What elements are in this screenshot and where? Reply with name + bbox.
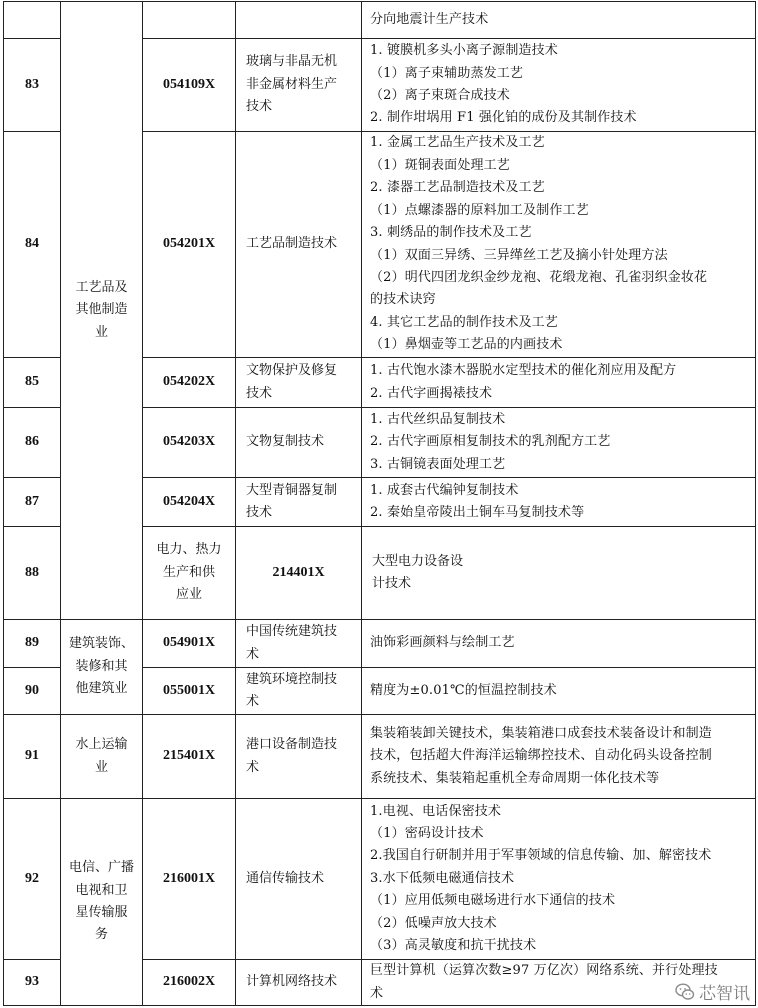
tech-description: 分向地震计生产技术 [362, 2, 756, 39]
row-number: 88 [4, 527, 61, 620]
table-row [4, 2, 756, 39]
row-number: 86 [4, 408, 61, 478]
tech-name: 港口设备制造技 术 [236, 715, 362, 799]
tech-name: 大型电力设备设 计技术 [362, 527, 756, 620]
tech-description: 集装箱装卸关键技术，集装箱港口成套技术装备设计和制造 技术，包括超大件海洋运输绑控技术、自动化码头设备控制 系统技术、集装箱起重机全寿命周期一体化技术等 [362, 715, 756, 799]
row-number: 91 [4, 715, 61, 799]
tech-name: 工艺品制造技术 [236, 132, 362, 358]
tech-name: 大型青铜器复制 技术 [236, 478, 362, 527]
tech-name: 文物保护及修复 技术 [236, 358, 362, 408]
category-cell: 水上运输 业 [61, 715, 143, 799]
tech-description: 油饰彩画颜料与绘制工艺 [362, 620, 756, 668]
tech-code: 055001X [143, 668, 236, 715]
tech-code: 216001X [143, 799, 236, 960]
watermark-text: 芯智讯 [699, 984, 750, 1004]
tech-description: 精度为±0.01℃的恒温控制技术 [362, 668, 756, 715]
tech-code: 215401X [143, 715, 236, 799]
tech-description: 1. 古代丝织品复制技术 2. 古代字画原相复制技术的乳剂配方工艺 3. 古铜镜表面处理工艺 [362, 408, 756, 478]
row-number: 84 [4, 132, 61, 358]
tech-code: 216002X [143, 960, 236, 1006]
tech-description: 1. 古代饱水漆木器脱水定型技术的催化剂应用及配方 2. 古代字画揭裱技术 [362, 358, 756, 408]
row-number: 90 [4, 668, 61, 715]
restricted-technology-table [3, 1, 756, 1006]
wechat-icon [675, 982, 695, 1002]
tech-code: 054901X [143, 620, 236, 668]
table-row [4, 620, 756, 668]
category-cell: 工艺品及 其他制造 业 [61, 2, 143, 620]
tech-name: 中国传统建筑技 术 [236, 620, 362, 668]
tech-name: 文物复制技术 [236, 408, 362, 478]
tech-description: 1. 镀膜机多头小离子源制造技术 （1）离子束辅助蒸发工艺 （2）离子束斑合成技术 2. 制作坩埚用 F1 强化铂的成份及其制作技术 [362, 39, 756, 132]
tech-code: 054201X [143, 132, 236, 358]
table-row [4, 715, 756, 799]
category-cell: 电力、热力 生产和供 应业 [143, 527, 236, 620]
tech-description: 1.电视、电话保密技术 （1）密码设计技术 2.我国自行研制并用于军事领域的信息传输、加、解密技术 3.水下低频电磁通信技术 （1）应用低频电磁场进行水下通信的技术 （2）低噪声放大技术 （3）高灵敏度和抗干扰技术 [362, 799, 756, 960]
tech-code: 214401X [236, 527, 362, 620]
tech-name: 计算机网络技术 [236, 960, 362, 1006]
tech-description: 1. 金属工艺品生产技术及工艺 （1）斑铜表面处理工艺 2. 漆器工艺品制造技术及工艺 （1）点螺漆器的原料加工及制作工艺 3. 刺绣品的制作技术及工艺 （1）双面三异绣、三异缂丝工艺及摘小针处理方法 （2）明代四团龙织金纱龙袍、花缎龙袍、孔雀羽织金妆花 的技术诀窍 4. 其它工艺品的制作技术及工艺 （1）鼻烟壶等工艺品的内画技术 [362, 132, 756, 358]
row-number [4, 2, 61, 39]
row-number: 85 [4, 358, 61, 408]
tech-code: 054203X [143, 408, 236, 478]
tech-code: 054204X [143, 478, 236, 527]
row-number: 93 [4, 960, 61, 1006]
watermark [675, 979, 750, 1004]
tech-code: 054202X [143, 358, 236, 408]
tech-name: 通信传输技术 [236, 799, 362, 960]
tech-description: 1. 成套古代编钟复制技术 2. 秦始皇帝陵出土铜车马复制技术等 [362, 478, 756, 527]
category-cell: 建筑装饰、 装修和其 他建筑业 [61, 620, 143, 715]
table-row [4, 799, 756, 960]
tech-name: 建筑环境控制技 术 [236, 668, 362, 715]
tech-name [236, 2, 362, 39]
row-number: 89 [4, 620, 61, 668]
row-number: 83 [4, 39, 61, 132]
row-number: 87 [4, 478, 61, 527]
tech-description: 巨型计算机（运算次数≥97 万亿次）网络系统、并行处理技 术 [362, 960, 756, 1006]
tech-code: 054109X [143, 39, 236, 132]
tech-code [143, 2, 236, 39]
category-cell: 电信、广播 电视和卫 星传输服 务 [61, 799, 143, 1006]
tech-name: 玻璃与非晶无机 非金属材料生产 技术 [236, 39, 362, 132]
row-number: 92 [4, 799, 61, 960]
